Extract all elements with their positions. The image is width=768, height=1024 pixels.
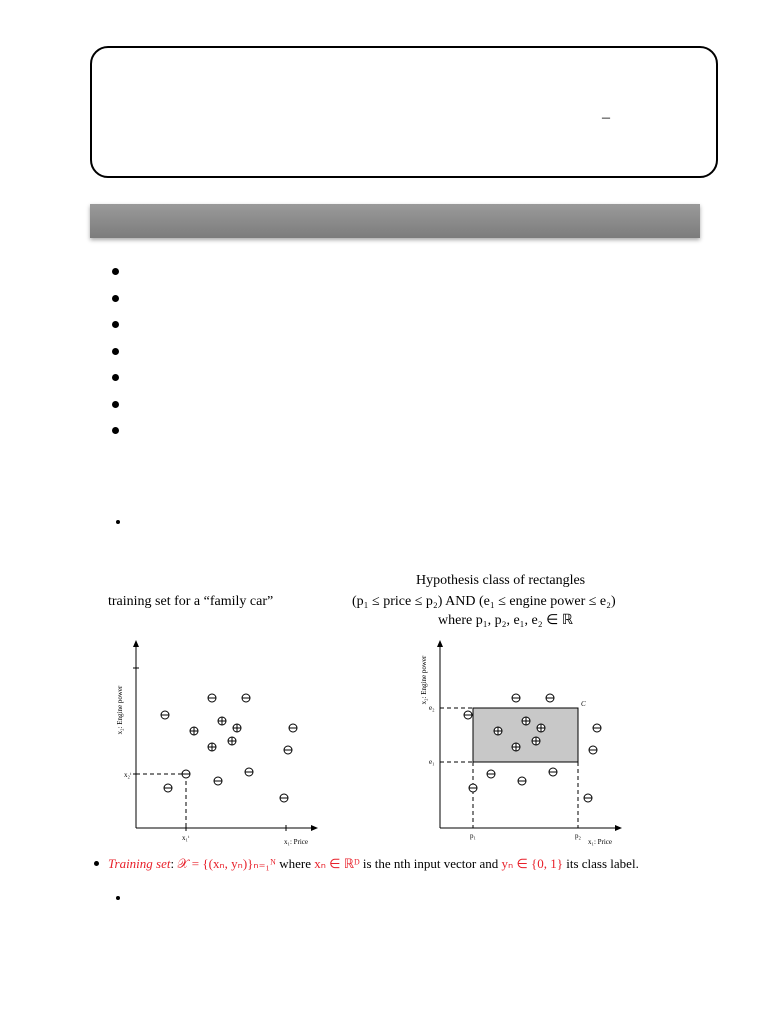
- left-scatter-plot: [112, 640, 322, 850]
- hypothesis-rectangle: [473, 708, 578, 762]
- p1-label: p₁: [470, 832, 476, 840]
- training-set-caption: [108, 856, 688, 872]
- negative-point: [469, 784, 477, 792]
- positive-point: [532, 737, 540, 745]
- p2-label: p₂: [575, 832, 581, 840]
- label-domain: yₙ ∈ {0, 1}: [501, 856, 563, 871]
- negative-point: [214, 777, 222, 785]
- sub-bullet-dot: [116, 520, 120, 524]
- positive-point: [522, 717, 530, 725]
- positive-point: [208, 743, 216, 751]
- left-figure-title: training set for a “family car”: [108, 594, 274, 609]
- y-axis-arrow: [133, 640, 139, 647]
- x-axis-label: x₁: Price: [284, 838, 309, 846]
- negative-point: [161, 711, 169, 719]
- negative-point: [245, 768, 253, 776]
- negative-point: [280, 794, 288, 802]
- bullet-dot: [112, 374, 119, 381]
- negative-point: [464, 711, 472, 719]
- caption-bullet-dot: [94, 861, 99, 866]
- right-figure-title-3: where p₁, p₂, e₁, e₂ ∈ ℝ: [438, 613, 573, 628]
- negative-point: [487, 770, 495, 778]
- y-axis-label: x₂: Engine power: [420, 655, 428, 705]
- bullet-dot: [112, 268, 119, 275]
- right-hypothesis-plot: [416, 640, 626, 850]
- y-tick-label: x₂ᵗ: [124, 771, 132, 779]
- positive-point: [494, 727, 502, 735]
- negative-point: [289, 724, 297, 732]
- input-vector-domain: xₙ ∈ ℝᴰ: [314, 856, 360, 871]
- x-axis-arrow: [311, 825, 318, 831]
- negative-point: [593, 724, 601, 732]
- negative-point: [584, 794, 592, 802]
- caption-tail: its class label.: [563, 856, 639, 871]
- caption-colon: :: [170, 856, 175, 871]
- training-set-formula: 𝒳 = {(xₙ, yₙ)}ₙ₌₁ᴺ: [177, 856, 276, 871]
- bullet-dot: [112, 401, 119, 408]
- title-box: [90, 46, 718, 178]
- right-figure-title-1: Hypothesis class of rectangles: [416, 573, 586, 588]
- positive-point: [512, 743, 520, 751]
- caption-where: where: [275, 856, 315, 871]
- bullet-dot: [112, 321, 119, 328]
- section-banner: [90, 204, 700, 238]
- right-figure-title-2: (p₁ ≤ price ≤ p₂) AND (e₁ ≤ engine power ≤ e₂): [352, 594, 616, 609]
- negative-point: [512, 694, 520, 702]
- positive-point: [190, 727, 198, 735]
- positive-point: [228, 737, 236, 745]
- sub-bullet-dot: [116, 896, 120, 900]
- training-set-label: Training set: [108, 856, 171, 871]
- e2-label: e₂: [429, 704, 435, 712]
- x-tick-label: x₁ᵗ: [182, 834, 190, 842]
- bullet-dot: [112, 348, 119, 355]
- negative-point: [242, 694, 250, 702]
- title-mark: –: [602, 109, 610, 126]
- negative-point: [589, 746, 597, 754]
- e1-label: e₁: [429, 758, 435, 766]
- negative-point: [284, 746, 292, 754]
- negative-point: [208, 694, 216, 702]
- caption-mid: is the nth input vector and: [359, 856, 502, 871]
- positive-point: [218, 717, 226, 725]
- positive-point: [233, 724, 241, 732]
- negative-point: [164, 784, 172, 792]
- negative-point: [549, 768, 557, 776]
- x-axis-arrow: [615, 825, 622, 831]
- y-axis-arrow: [437, 640, 443, 647]
- x-axis-label: x₁: Price: [588, 838, 613, 846]
- positive-point: [537, 724, 545, 732]
- negative-point: [182, 770, 190, 778]
- bullet-dot: [112, 295, 119, 302]
- c-label: C: [581, 700, 586, 708]
- negative-point: [546, 694, 554, 702]
- negative-point: [518, 777, 526, 785]
- bullet-dot: [112, 427, 119, 434]
- y-axis-label: x₂: Engine power: [116, 685, 124, 735]
